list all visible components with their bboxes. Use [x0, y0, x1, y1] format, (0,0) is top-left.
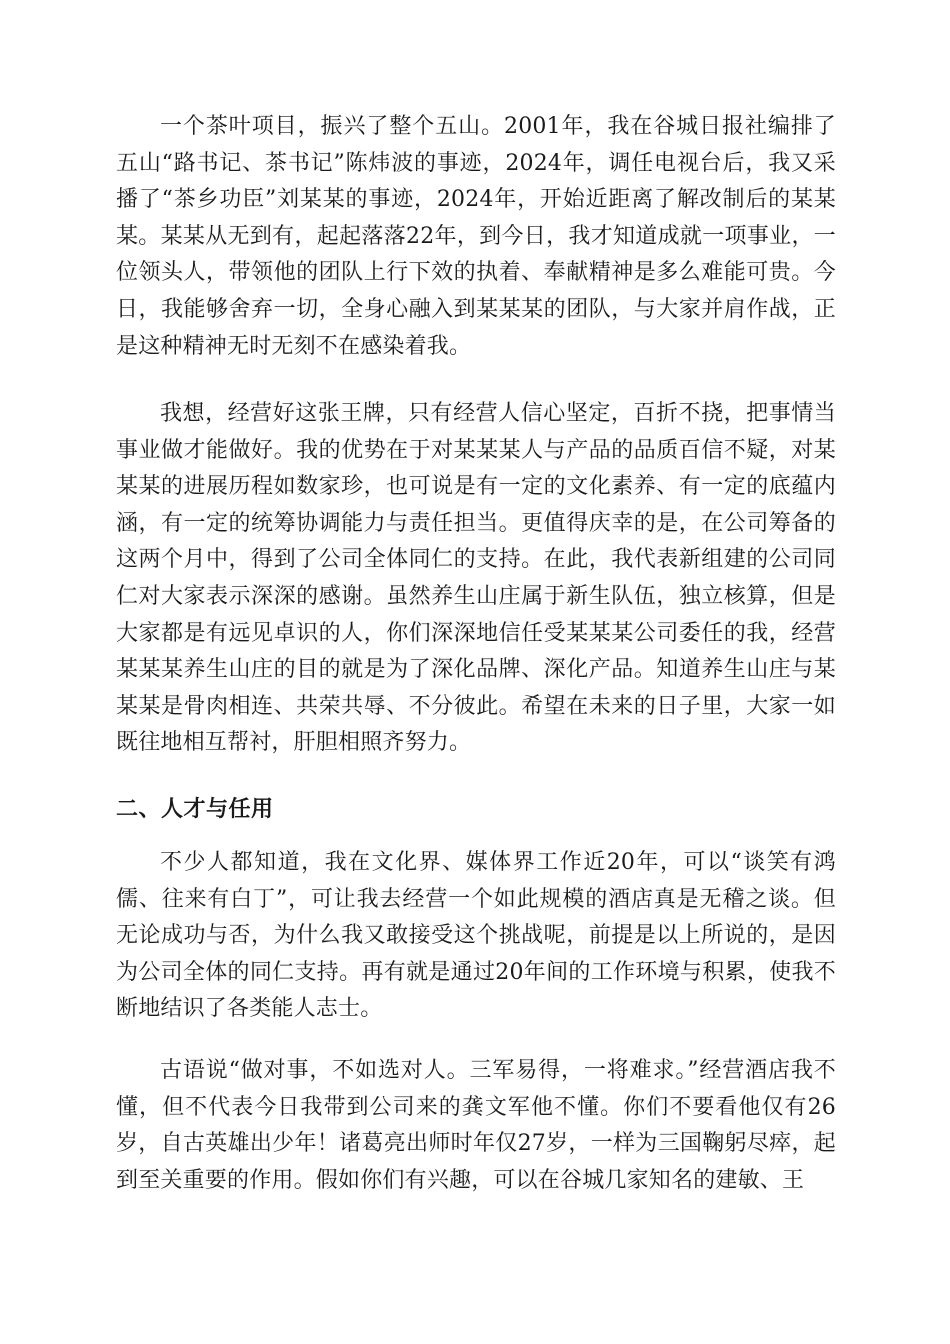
section-heading: 二、人才与任用 — [116, 797, 274, 822]
body-paragraph: 古语说“做对事，不如选对人。三军易得，一将难求。”经营酒店我不懂，但不代表今日我带到公司来的龚文军他不懂。你们不要看他仅有26岁，自古英雄出少年！诸葛亮出师时年仅27岁，一样为三国鞠躬尽瘁，起到至关重要的作用。假如你们有兴趣，可以在谷城几家知名的建敏、王 — [116, 1058, 836, 1193]
body-paragraph: 不少人都知道，我在文化界、媒体界工作近20年，可以“谈笑有鸿儒、往来有白丁”，可让我去经营一个如此规模的酒店真是无稽之谈。但无论成功与否，为什么我又敢接受这个挑战呢，前提是以上所说的，是因为公司全体的同仁支持。再有就是通过20年间的工作环境与积累，使我不断地结识了各类能人志士。 — [116, 850, 836, 1022]
body-paragraph: 我想，经营好这张王牌，只有经营人信心坚定，百折不挠，把事情当事业做才能做好。我的优势在于对某某某人与产品的品质百信不疑，对某某某的进展历程如数家珍，也可说是有一定的文化素养、有一定的底蕴内涵，有一定的统筹协调能力与责任担当。更值得庆幸的是，在公司筹备的这两个月中，得到了公司全体同仁的支持。在此，我代表新组建的公司同仁对大家表示深深的感谢。虽然养生山庄属于新生队伍，独立核算，但是大家都是有远见卓识的人，你们深深地信任受某某某公司委任的我，经营某某某养生山庄的目的就是为了深化品牌、深化产品。知道养生山庄与某某某是骨肉相连、共荣共辱、不分彼此。希望在未来的日子里，大家一如既往地相互帮衬，肝胆相照齐努力。 — [116, 401, 836, 756]
body-paragraph: 一个茶叶项目，振兴了整个五山。2001年，我在谷城日报社编排了五山“路书记、茶书记”陈炜波的事迹，2024年，调任电视台后，我又采播了“茶乡功臣”刘某某的事迹，2024年，开始近距离了解改制后的某某某。某某从无到有，起起落落22年，到今日，我才知道成就一项事业，一位领头人，带领他的团队上行下效的执着、奉献精神是多么难能可贵。今日，我能够舍弃一切，全身心融入到某某某的团队，与大家并肩作战，正是这种精神无时无刻不在感染着我。 — [116, 114, 836, 359]
